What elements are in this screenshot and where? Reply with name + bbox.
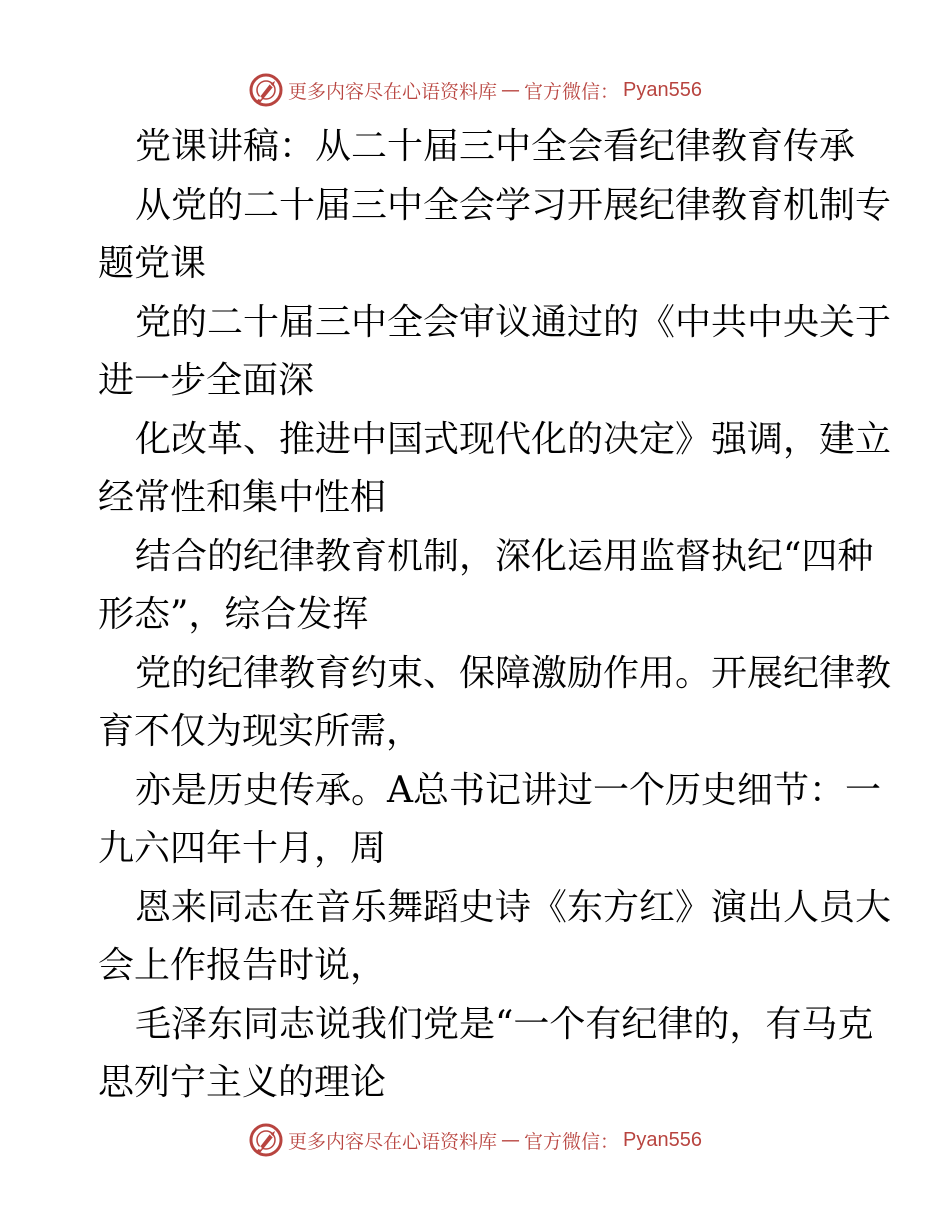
text-line: 结合的纪律教育机制，深化运用监督执纪“四种	[135, 535, 874, 577]
pen-logo-icon	[248, 1122, 284, 1158]
banner-wechat-id: Pyan556	[623, 1128, 702, 1151]
text-line: 育不仅为现实所需，	[98, 711, 423, 752]
banner-separator: —	[501, 79, 521, 101]
header-banner	[0, 70, 950, 110]
pen-logo-icon	[248, 72, 284, 108]
banner-wechat-id: Pyan556	[623, 78, 702, 101]
footer-banner-content	[248, 1122, 702, 1158]
text-line: 从党的二十届三中全会学习开展纪律教育机制专	[135, 184, 892, 226]
document-body	[98, 118, 892, 1113]
text-line: 恩来同志在音乐舞蹈史诗《东方红》演出人员大	[135, 886, 892, 928]
text-line: 会上作报告时说，	[98, 945, 387, 986]
text-line: 毛泽东同志说我们党是“一个有纪律的，有马克	[135, 1003, 874, 1045]
text-line: 九六四年十月，周	[98, 828, 387, 869]
footer-banner	[0, 1120, 950, 1160]
text-line: 亦是历史传承。A总书记讲过一个历史细节：一	[135, 769, 881, 811]
text-line: 党的二十届三中全会审议通过的《中共中央关于	[135, 301, 892, 343]
banner-wechat-label: 官方微信：	[524, 80, 620, 103]
banner-separator: —	[501, 1129, 521, 1151]
document-title: 党课讲稿：从二十届三中全会看纪律教育传承	[135, 126, 856, 167]
text-line: 化改革、推进中国式现代化的决定》强调，建立	[135, 418, 892, 460]
header-banner-content	[248, 72, 702, 108]
banner-wechat-label: 官方微信：	[524, 1130, 620, 1153]
banner-slogan: 更多内容尽在心语资料库	[288, 1130, 498, 1153]
text-line: 进一步全面深	[98, 360, 315, 401]
text-line: 思列宁主义的理论	[98, 1062, 387, 1103]
text-line: 党的纪律教育约束、保障激励作用。开展纪律教	[135, 652, 892, 694]
banner-slogan: 更多内容尽在心语资料库	[288, 80, 498, 103]
text-line: 题党课	[98, 243, 207, 284]
text-line: 形态”，综合发挥	[98, 594, 369, 635]
text-line: 经常性和集中性相	[98, 477, 387, 518]
